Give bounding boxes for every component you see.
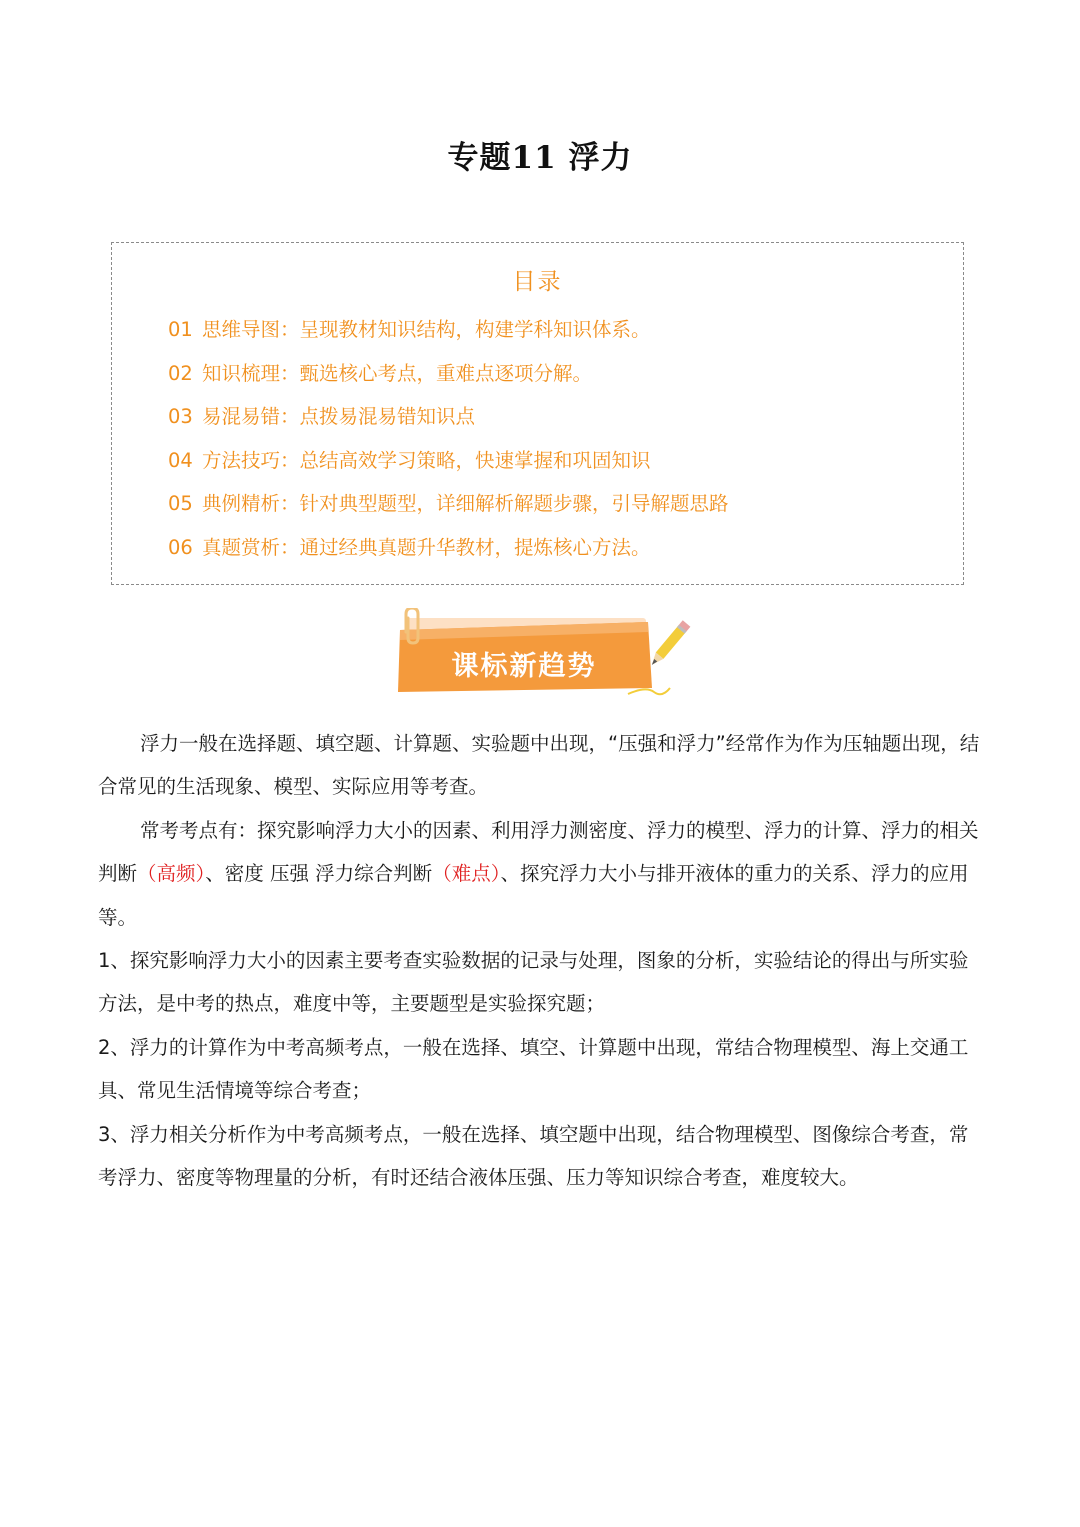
toc-item	[168, 446, 729, 490]
toc-list	[168, 315, 729, 576]
page-title: 专题11 浮力	[447, 140, 633, 176]
toc-item	[168, 533, 729, 577]
toc-item-number: 03	[168, 405, 193, 428]
toc-item-number: 05	[168, 492, 193, 515]
key-points-text: 常考考点有：探究影响浮力大小的因素、利用浮力测密度、浮力的模型、浮力的计算、浮力的相关判断	[98, 818, 979, 886]
toc-item-text: 思维导图：呈现教材知识结构，构建学科知识体系。	[202, 318, 651, 341]
pencil-icon	[648, 620, 690, 668]
section-banner	[396, 608, 698, 700]
numbered-point-1: 1、探究影响浮力大小的因素主要考查实验数据的记录与处理，图象的分析，实验结论的得出与所实验方法，是中考的热点，难度中等，主要题型是实验探究题；	[98, 949, 969, 1016]
toc-item-text: 真题赏析：通过经典真题升华教材，提炼核心方法。	[202, 535, 651, 559]
toc-heading: 目录	[512, 269, 563, 295]
difficulty-tag: （难点）	[432, 862, 501, 886]
toc-item-number: 01	[168, 318, 193, 341]
body-content	[98, 722, 984, 1199]
toc-item-text: 知识梳理：甄选核心考点，重难点逐项分解。	[202, 361, 593, 385]
high-frequency-tag: （高频）	[137, 862, 206, 886]
toc-item	[168, 402, 729, 446]
toc-item-number: 04	[168, 448, 193, 472]
toc-item-number: 06	[168, 535, 193, 559]
key-points-paragraph	[98, 809, 984, 939]
key-points-text: 、探究浮力大小与排开液体的重力的关系、浮力的应用等。	[98, 862, 969, 929]
numbered-point-3: 3、浮力相关分析作为中考高频考点，一般在选择、填空题中出现，结合物理模型、图像综合考查，常考浮力、密度等物理量的分析，有时还结合液体压强、压力等知识综合考查，难度较大。	[98, 1122, 969, 1190]
toc-item-text: 易混易错：点拨易混易错知识点	[202, 405, 476, 428]
intro-paragraph: 浮力一般在选择题、填空题、计算题、实验题中出现，“压强和浮力”经常作为作为压轴题出现，结合常见的生活现象、模型、实际应用等考查。	[98, 732, 980, 799]
toc-item-text: 典例精析：针对典型题型，详细解析解题步骤，引导解题思路	[202, 492, 729, 515]
table-of-contents	[111, 242, 964, 585]
toc-item-text: 方法技巧：总结高效学习策略，快速掌握和巩固知识	[202, 448, 651, 472]
toc-item-number: 02	[168, 361, 193, 385]
toc-item	[168, 359, 729, 403]
toc-item	[168, 315, 729, 359]
toc-item	[168, 489, 729, 533]
squiggle-decoration	[628, 688, 670, 694]
banner-label: 课标新趋势	[451, 651, 597, 682]
key-points-text: 、密度 压强 浮力综合判断	[205, 862, 433, 886]
numbered-point-2: 2、浮力的计算作为中考高频考点，一般在选择、填空、计算题中出现，常结合物理模型、海上交通工具、常见生活情境等综合考查；	[98, 1035, 969, 1103]
